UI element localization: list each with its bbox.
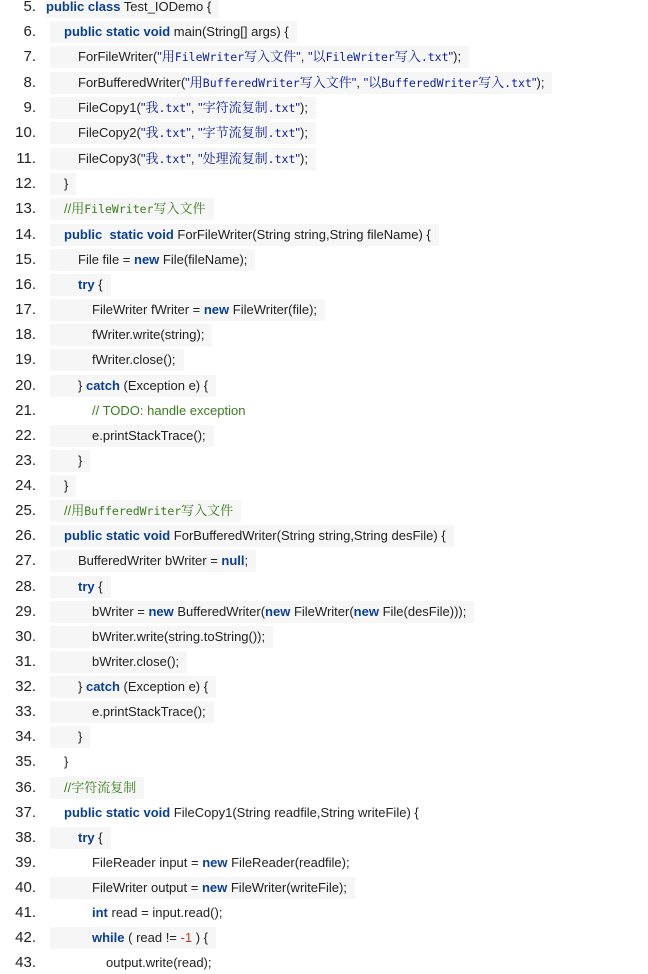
line-number: 40.	[15, 879, 36, 896]
code-text: FileCopy2("我.txt", "字节流复制.txt");	[50, 122, 316, 144]
code-line	[0, 751, 648, 773]
code-text: output.write(read);	[106, 955, 212, 970]
code-text: FileCopy1("我.txt", "字符流复制.txt");	[50, 97, 316, 119]
code-line	[0, 500, 648, 522]
line-number: 19.	[15, 351, 36, 368]
code-text: File file = new File(fileName);	[50, 249, 255, 271]
code-line	[0, 198, 648, 220]
code-line	[0, 148, 648, 170]
code-text: bWriter = new BufferedWriter(new FileWriter(new File(desFile)));	[50, 601, 474, 623]
code-text: }	[50, 726, 90, 748]
line-number: 32.	[15, 678, 36, 695]
line-number: 38.	[15, 829, 36, 846]
code-text: FileWriter output = new FileWriter(writeFile);	[50, 877, 355, 899]
line-number: 9.	[23, 99, 36, 116]
line-number: 21.	[15, 402, 36, 419]
code-line	[0, 400, 648, 422]
line-number: 20.	[15, 377, 36, 394]
code-text: e.printStackTrace();	[50, 425, 214, 447]
code-text: e.printStackTrace();	[50, 701, 214, 723]
line-number: 36.	[15, 779, 36, 796]
line-number: 6.	[23, 23, 36, 40]
line-number: 18.	[15, 326, 36, 343]
line-number: 28.	[15, 578, 36, 595]
code-line	[0, 72, 648, 94]
code-line	[0, 777, 648, 799]
code-text: public static void ForBufferedWriter(String string,String desFile) {	[50, 525, 454, 547]
code-comment: //用BufferedWriter写入文件	[50, 500, 241, 522]
line-number: 16.	[15, 276, 36, 293]
line-number: 35.	[15, 753, 36, 770]
code-line	[0, 550, 648, 572]
code-text: fWriter.write(string);	[50, 324, 212, 346]
code-line	[0, 21, 648, 43]
line-number: 10.	[15, 124, 36, 141]
line-number: 22.	[15, 427, 36, 444]
line-number: 7.	[23, 48, 36, 65]
line-number: 31.	[15, 653, 36, 670]
code-line	[0, 475, 648, 497]
code-line	[0, 927, 648, 949]
code-text: public static void ForFileWriter(String string,String fileName) {	[50, 224, 439, 246]
code-text: }	[50, 450, 90, 472]
code-line	[0, 299, 648, 321]
code-text: while ( read != -1 ) {	[50, 927, 216, 949]
code-line	[0, 375, 648, 397]
code-comment: // TODO: handle exception	[92, 403, 246, 418]
code-line	[0, 324, 648, 346]
code-line	[0, 0, 648, 18]
line-number: 13.	[15, 200, 36, 217]
code-line	[0, 349, 648, 371]
code-text: fWriter.close();	[50, 349, 184, 371]
code-line	[0, 173, 648, 195]
line-number: 23.	[15, 452, 36, 469]
line-number: 39.	[15, 854, 36, 871]
code-text: } catch (Exception e) {	[50, 375, 216, 397]
code-line	[0, 249, 648, 271]
code-text: } catch (Exception e) {	[50, 676, 216, 698]
line-number: 29.	[15, 603, 36, 620]
code-text: bWriter.close();	[50, 651, 187, 673]
code-text: ForBufferedWriter("用BufferedWriter写入文件", "以BufferedWriter写入.txt");	[50, 72, 552, 94]
code-comment: //字符流复制	[50, 777, 144, 799]
code-line	[0, 224, 648, 246]
line-number: 27.	[15, 552, 36, 569]
code-text: try {	[50, 274, 111, 296]
line-number: 33.	[15, 703, 36, 720]
code-text: try {	[50, 827, 111, 849]
code-text: FileReader input = new FileReader(readfile);	[92, 855, 350, 870]
code-line	[0, 626, 648, 648]
code-text: try {	[50, 576, 111, 598]
code-line	[0, 701, 648, 723]
line-number: 42.	[15, 929, 36, 946]
code-line	[0, 877, 648, 899]
line-number: 26.	[15, 527, 36, 544]
line-number: 25.	[15, 502, 36, 519]
code-line	[0, 852, 648, 874]
line-number: 43.	[15, 954, 36, 971]
code-line	[0, 952, 648, 974]
code-line	[0, 802, 648, 824]
code-line	[0, 651, 648, 673]
code-line	[0, 676, 648, 698]
code-text: }	[64, 754, 69, 769]
code-line	[0, 576, 648, 598]
code-line	[0, 97, 648, 119]
code-text: int read = input.read();	[92, 905, 223, 920]
code-text: FileWriter fWriter = new FileWriter(file);	[50, 299, 325, 321]
code-line	[0, 122, 648, 144]
code-text: bWriter.write(string.toString());	[50, 626, 273, 648]
code-line	[0, 425, 648, 447]
code-text: ForFileWriter("用FileWriter写入文件", "以FileWriter写入.txt");	[50, 46, 469, 68]
code-line	[0, 726, 648, 748]
code-line	[0, 274, 648, 296]
code-text: public class Test_IODemo {	[46, 0, 219, 18]
code-line	[0, 827, 648, 849]
code-text: public static void FileCopy1(String readfile,String writeFile) {	[64, 805, 419, 820]
code-line	[0, 450, 648, 472]
line-number: 15.	[15, 251, 36, 268]
code-line	[0, 601, 648, 623]
line-number: 41.	[15, 904, 36, 921]
code-text: BufferedWriter bWriter = null;	[50, 550, 256, 572]
code-text: }	[50, 475, 76, 497]
line-number: 34.	[15, 728, 36, 745]
code-line	[0, 46, 648, 68]
line-number: 37.	[15, 804, 36, 821]
line-number: 30.	[15, 628, 36, 645]
code-text: public static void main(String[] args) {	[50, 21, 297, 43]
line-number: 8.	[23, 74, 36, 91]
line-number: 24.	[15, 477, 36, 494]
code-text: FileCopy3("我.txt", "处理流复制.txt");	[50, 148, 316, 170]
line-number: 14.	[15, 226, 36, 243]
line-number: 12.	[15, 175, 36, 192]
code-line	[0, 525, 648, 547]
line-number: 11.	[16, 150, 36, 167]
code-line	[0, 902, 648, 924]
code-text: }	[50, 173, 76, 195]
code-comment: //用FileWriter写入文件	[50, 198, 214, 220]
line-number: 17.	[15, 301, 36, 318]
line-number: 5.	[23, 0, 36, 15]
